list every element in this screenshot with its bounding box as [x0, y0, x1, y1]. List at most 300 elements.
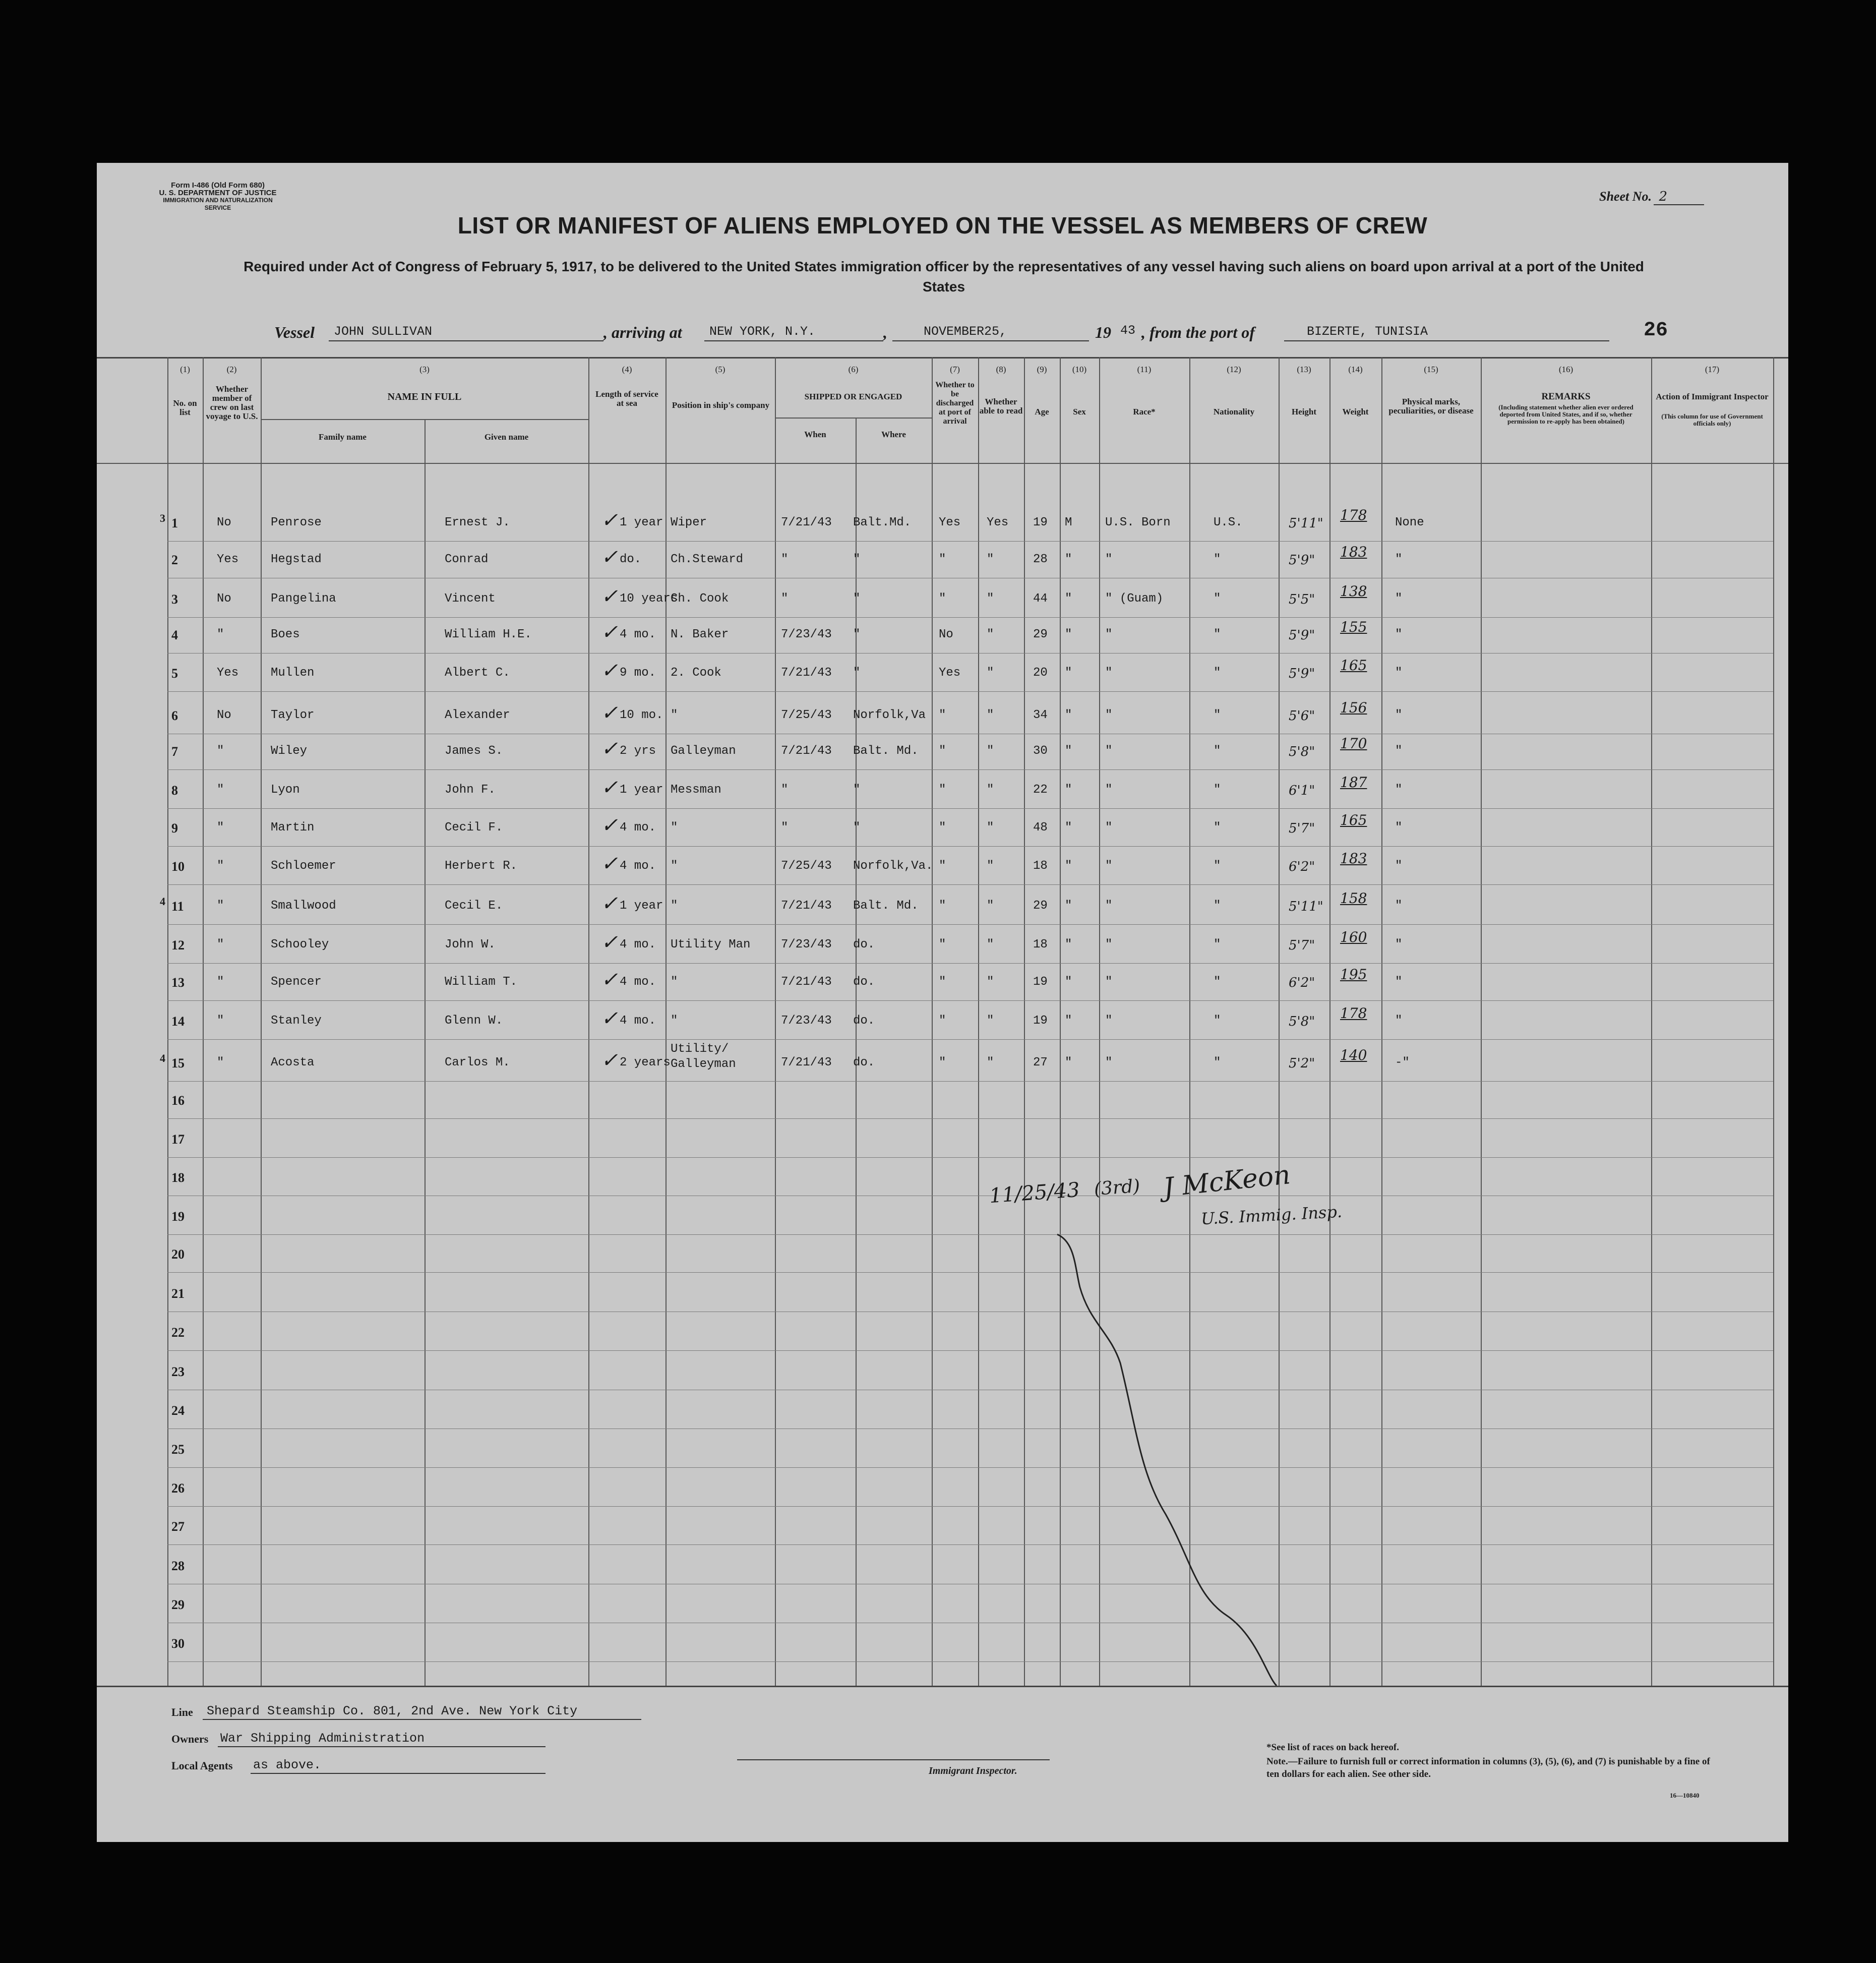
row-divider [167, 1661, 1773, 1662]
cell-nationality: " [1214, 1056, 1221, 1069]
cell-nationality: " [1214, 553, 1221, 566]
cell-age: 22 [1033, 783, 1048, 797]
header-given-name: Given name [484, 432, 529, 442]
cell-service-length: 4 mo. [620, 628, 656, 641]
header-name-in-full: NAME IN FULL [387, 391, 462, 402]
cell-height: 5'8" [1289, 1014, 1315, 1029]
row-number: 30 [171, 1636, 185, 1651]
cell-physical-marks: " [1395, 899, 1403, 913]
cell-race: " (Guam) [1105, 592, 1164, 606]
cell-given-name: James S. [445, 744, 503, 758]
cell-shipped-where: " [853, 592, 861, 606]
cell-sex: " [1065, 1014, 1072, 1028]
cell-able-to-read: " [987, 821, 994, 835]
cell-physical-marks: " [1395, 592, 1403, 606]
column-rule [167, 357, 168, 1686]
arrival-port: NEW YORK, N.Y. [709, 324, 816, 339]
cell-physical-marks: " [1395, 859, 1403, 873]
cell-shipped-where: " [853, 628, 861, 641]
cell-physical-marks: None [1395, 516, 1424, 529]
row-number: 10 [171, 859, 185, 874]
cell-shipped-when: 7/23/43 [781, 1014, 832, 1028]
cell-nationality: " [1214, 628, 1221, 641]
arrival-date: NOVEMBER25, [924, 324, 1007, 339]
cell-physical-marks: " [1395, 821, 1403, 835]
row-divider [167, 691, 1773, 692]
cell-weight: 160 [1340, 929, 1367, 945]
row-divider [167, 1039, 1773, 1040]
column-rule [261, 357, 262, 1686]
header-race: Race* [1133, 407, 1156, 417]
arriving-label: , arriving at [603, 323, 682, 341]
row-number: 25 [171, 1442, 185, 1457]
from-port-label: , from the port of [1141, 323, 1255, 341]
service-check-mark: ✓ [601, 892, 618, 915]
table-top-border [97, 357, 1788, 359]
cell-able-to-read: " [987, 938, 994, 951]
column-rule [1651, 357, 1652, 1686]
cell-discharged: " [939, 821, 946, 835]
column-rule [588, 357, 589, 1686]
col-num-13: (13) [1297, 365, 1311, 374]
service-check-mark: ✓ [601, 931, 618, 954]
cell-shipped-where: do. [853, 938, 875, 951]
row-divider [167, 769, 1773, 770]
column-rule [425, 420, 426, 1686]
cell-nationality: " [1214, 859, 1221, 873]
column-rule [775, 357, 776, 1686]
cell-family-name: Boes [271, 628, 300, 641]
cell-weight: 187 [1340, 774, 1367, 791]
cell-shipped-when: 7/21/43 [781, 899, 832, 913]
col-num-7: (7) [950, 365, 960, 374]
column-rule [665, 357, 667, 1686]
cell-age: 44 [1033, 592, 1048, 606]
inspector-title: U.S. Immig. Insp. [1200, 1202, 1343, 1229]
cell-physical-marks: " [1395, 708, 1403, 722]
column-rule [978, 357, 979, 1686]
header-position: Position in ship's company [672, 400, 770, 410]
col-num-8: (8) [996, 365, 1006, 374]
header-remarks-note: (Including statement whether alien ever ordered deported from United States, and if so, whether permission to re-apply has been obtained) [1498, 403, 1633, 425]
cell-service-length: 4 mo. [620, 1014, 656, 1028]
agents-underline [251, 1773, 546, 1774]
header-crew-last-voyage: Whether member of crew on last voyage to U.S. [206, 384, 258, 421]
cell-nationality: " [1214, 708, 1221, 722]
cell-weight: 138 [1340, 583, 1367, 600]
cell-shipped-when: 7/21/43 [781, 975, 832, 989]
column-rule [856, 418, 857, 1686]
row-divider [167, 1234, 1773, 1235]
col-num-11: (11) [1137, 365, 1152, 374]
cell-shipped-where: do. [853, 1014, 875, 1028]
service-check-mark: ✓ [601, 814, 618, 837]
page-mark: 26 [1644, 319, 1668, 342]
manifest-sheet [97, 163, 1788, 1842]
cell-given-name: Albert C. [445, 666, 510, 680]
cell-family-name: Spencer [271, 975, 322, 989]
row-number: 8 [171, 783, 178, 798]
cell-service-length: 1 year [620, 516, 663, 529]
cell-able-to-read: " [987, 666, 994, 680]
cell-given-name: Ernest J. [445, 516, 510, 529]
cell-given-name: Vincent [445, 592, 496, 606]
row-number: 5 [171, 666, 178, 681]
cell-position: Utility/ Galleyman [671, 1042, 736, 1071]
cell-nationality: " [1214, 592, 1221, 606]
cell-able-to-read: " [987, 1056, 994, 1069]
cell-race: " [1105, 708, 1113, 722]
cell-race: " [1105, 899, 1113, 913]
cell-shipped-where: Balt. Md. [853, 744, 919, 758]
cell-sex: " [1065, 938, 1072, 951]
cell-age: 30 [1033, 744, 1048, 758]
cell-position: Ch. Cook [671, 592, 729, 606]
cell-height: 5'7" [1289, 938, 1315, 953]
row-number: 20 [171, 1247, 185, 1262]
cell-age: 28 [1033, 553, 1048, 566]
cell-family-name: Mullen [271, 666, 315, 680]
header-weight: Weight [1342, 407, 1369, 417]
cell-age: 34 [1033, 708, 1048, 722]
cell-able-to-read: Yes [987, 516, 1009, 529]
cell-given-name: John F. [445, 783, 496, 797]
cell-age: 20 [1033, 666, 1048, 680]
cell-discharged: " [939, 783, 946, 797]
cell-weight: 165 [1340, 812, 1367, 828]
annotation-note: (3rd) [1093, 1175, 1141, 1200]
cell-shipped-where: " [853, 783, 861, 797]
cell-crew-last-voyage: No [217, 592, 231, 606]
cell-position: Messman [671, 783, 721, 797]
cell-shipped-where: Norfolk,Va. [853, 859, 933, 873]
cell-age: 19 [1033, 1014, 1048, 1028]
cell-discharged: " [939, 975, 946, 989]
row-divider [167, 1350, 1773, 1351]
cell-crew-last-voyage: " [217, 1014, 224, 1028]
row-divider [167, 617, 1773, 618]
cell-weight: 178 [1340, 507, 1367, 523]
header-physical-marks: Physical marks, peculiarities, or disease [1388, 397, 1474, 415]
row-divider [167, 808, 1773, 809]
form-title: LIST OR MANIFEST OF ALIENS EMPLOYED ON THE VESSEL AS MEMBERS OF CREW [457, 212, 1428, 239]
row-number: 23 [171, 1364, 185, 1379]
cell-nationality: " [1214, 821, 1221, 835]
service-check-mark: ✓ [601, 509, 618, 532]
cell-position: Wiper [671, 516, 707, 529]
inspector-signature-line [737, 1759, 1050, 1760]
cell-sex: " [1065, 859, 1072, 873]
cell-shipped-when: 7/25/43 [781, 859, 832, 873]
cell-able-to-read: " [987, 859, 994, 873]
cell-height: 6'2" [1289, 975, 1315, 990]
cell-crew-last-voyage: " [217, 938, 224, 951]
row-number: 15 [171, 1056, 185, 1070]
cell-able-to-read: " [987, 975, 994, 989]
service-check-mark: ✓ [601, 585, 618, 608]
cell-shipped-when: 7/21/43 [781, 516, 832, 529]
row-divider [167, 1000, 1773, 1001]
vessel-underline [329, 340, 603, 341]
cell-given-name: John W. [445, 938, 496, 951]
cell-height: 5'5" [1289, 592, 1315, 607]
cell-given-name: Conrad [445, 553, 489, 566]
cell-discharged: " [939, 859, 946, 873]
cell-position: 2. Cook [671, 666, 721, 680]
local-agents: as above. [253, 1758, 322, 1772]
cell-race: " [1105, 859, 1113, 873]
cell-height: 5'9" [1289, 666, 1315, 681]
cell-weight: 156 [1340, 699, 1367, 716]
header-able-to-read: Whether able to read [979, 397, 1023, 415]
header-height: Height [1291, 407, 1317, 417]
cell-nationality: " [1214, 783, 1221, 797]
cell-physical-marks: " [1395, 628, 1403, 641]
cell-family-name: Lyon [271, 783, 300, 797]
cell-shipped-where: do. [853, 1056, 875, 1069]
cell-sex: " [1065, 899, 1072, 913]
cell-sex: " [1065, 821, 1072, 835]
cell-age: 48 [1033, 821, 1048, 835]
cell-weight: 183 [1340, 544, 1367, 560]
cell-crew-last-voyage: " [217, 628, 224, 641]
cell-able-to-read: " [987, 553, 994, 566]
line-underline [203, 1719, 641, 1720]
cell-able-to-read: " [987, 744, 994, 758]
sheet-number-block [1599, 189, 1704, 205]
cell-shipped-when: 7/21/43 [781, 1056, 832, 1069]
cell-position: Utility Man [671, 938, 751, 951]
row-number: 9 [171, 821, 178, 836]
cell-crew-last-voyage: " [217, 783, 224, 797]
column-rule [1381, 357, 1382, 1686]
cell-discharged: No [939, 628, 953, 641]
row-divider [167, 924, 1773, 925]
cell-weight: 178 [1340, 1005, 1367, 1022]
column-rule [1481, 357, 1482, 1686]
header-remarks: REMARKS [1541, 391, 1591, 402]
col-num-17: (17) [1705, 365, 1720, 374]
header-when: When [804, 430, 826, 439]
cell-given-name: William T. [445, 975, 518, 989]
header-inspector-action: Action of Immigrant Inspector [1656, 392, 1769, 401]
table-bottom-border [97, 1686, 1788, 1687]
row-number-prefix: 4 [160, 1052, 165, 1064]
cell-shipped-when: 7/23/43 [781, 628, 832, 641]
cell-able-to-read: " [987, 1014, 994, 1028]
cell-crew-last-voyage: " [217, 975, 224, 989]
cell-position: Ch.Steward [671, 553, 744, 566]
owners-underline [218, 1746, 546, 1747]
cell-position: N. Baker [671, 628, 729, 641]
cell-height: 5'2" [1289, 1056, 1315, 1071]
header-length-of-service: Length of service at sea [595, 389, 658, 408]
cell-service-length: 1 year [620, 783, 663, 797]
row-number: 19 [171, 1209, 185, 1224]
row-number: 6 [171, 708, 178, 723]
col-num-14: (14) [1348, 365, 1363, 374]
row-divider [167, 963, 1773, 964]
header-discharged: Whether to be discharged at port of arrival [935, 381, 975, 426]
cell-race: " [1105, 783, 1113, 797]
cell-sex: " [1065, 1056, 1072, 1069]
header-bottom-border [97, 463, 1788, 464]
cell-family-name: Hegstad [271, 553, 322, 566]
header-where: Where [881, 430, 906, 439]
row-number: 1 [171, 516, 178, 530]
row-number: 29 [171, 1597, 185, 1612]
cell-service-length: 4 mo. [620, 859, 656, 873]
cell-shipped-where: do. [853, 975, 875, 989]
row-number: 17 [171, 1132, 185, 1147]
cell-physical-marks: " [1395, 938, 1403, 951]
cell-given-name: William H.E. [445, 628, 532, 641]
cell-shipped-where: Balt. Md. [853, 899, 919, 913]
cell-height: 5'11" [1289, 516, 1323, 531]
cell-given-name: Herbert R. [445, 859, 518, 873]
service-check-mark: ✓ [601, 701, 618, 725]
col-num-6: (6) [848, 365, 859, 374]
cell-crew-last-voyage: " [217, 744, 224, 758]
cell-discharged: Yes [939, 666, 961, 680]
cell-service-length: do. [620, 553, 642, 566]
row-number: 13 [171, 975, 185, 990]
cell-sex: " [1065, 628, 1072, 641]
cell-weight: 165 [1340, 657, 1367, 674]
cell-height: 6'2" [1289, 859, 1315, 874]
cell-shipped-when: " [781, 783, 789, 797]
cell-able-to-read: " [987, 899, 994, 913]
cell-position: " [671, 708, 678, 722]
col-num-12: (12) [1227, 365, 1241, 374]
service-name: IMMIGRATION AND NATURALIZATION SERVICE [163, 197, 273, 211]
cell-family-name: Penrose [271, 516, 322, 529]
col-num-9: (9) [1037, 365, 1047, 374]
cell-service-length: 10 years [620, 592, 678, 606]
cell-race: " [1105, 744, 1113, 758]
vessel-name: JOHN SULLIVAN [334, 324, 433, 339]
form-id-block [152, 182, 283, 212]
cell-height: 5'7" [1289, 821, 1315, 836]
cell-height: 5'6" [1289, 708, 1315, 724]
cell-discharged: " [939, 899, 946, 913]
cell-physical-marks: " [1395, 783, 1403, 797]
row-number: 11 [171, 899, 184, 914]
cell-discharged: " [939, 938, 946, 951]
row-number: 16 [171, 1093, 185, 1108]
cell-shipped-where: " [853, 666, 861, 680]
row-number: 3 [171, 592, 178, 607]
cell-service-length: 1 year [620, 899, 663, 913]
cell-discharged: " [939, 708, 946, 722]
cell-race: " [1105, 1014, 1113, 1028]
cell-race: U.S. Born [1105, 516, 1171, 529]
steamship-line: Shepard Steamship Co. 801, 2nd Ave. New York City [207, 1704, 578, 1718]
cell-position: " [671, 1014, 678, 1028]
cell-race: " [1105, 975, 1113, 989]
cell-race: " [1105, 628, 1113, 641]
year-suffix: 43 [1120, 323, 1136, 338]
cell-race: " [1105, 666, 1113, 680]
cell-position: " [671, 975, 678, 989]
cell-discharged: " [939, 553, 946, 566]
owners-label: Owners [171, 1733, 209, 1745]
cell-position: Galleyman [671, 744, 736, 758]
cell-race: " [1105, 553, 1113, 566]
row-divider [167, 1506, 1773, 1507]
cell-nationality: " [1214, 1014, 1221, 1028]
cell-family-name: Schooley [271, 938, 329, 951]
cell-given-name: Glenn W. [445, 1014, 503, 1028]
row-number: 21 [171, 1286, 185, 1301]
cell-physical-marks: -" [1395, 1056, 1410, 1069]
cell-given-name: Carlos M. [445, 1056, 510, 1069]
cell-shipped-when: " [781, 553, 789, 566]
cell-age: 27 [1033, 1056, 1048, 1069]
cell-discharged: " [939, 592, 946, 606]
cell-sex: " [1065, 744, 1072, 758]
cell-sex: " [1065, 666, 1072, 680]
col-num-2: (2) [226, 365, 237, 374]
row-number: 14 [171, 1014, 185, 1029]
column-rule [203, 357, 204, 1686]
column-rule [1773, 357, 1774, 1686]
cell-family-name: Schloemer [271, 859, 336, 873]
cell-crew-last-voyage: No [217, 708, 231, 722]
cell-height: 5'8" [1289, 744, 1315, 759]
cell-crew-last-voyage: Yes [217, 553, 239, 566]
row-divider [167, 1157, 1773, 1158]
header-family-name: Family name [319, 432, 367, 442]
row-number: 12 [171, 938, 185, 953]
cell-nationality: " [1214, 975, 1221, 989]
cell-shipped-where: Norfolk,Va [853, 708, 926, 722]
cell-family-name: Acosta [271, 1056, 315, 1069]
cell-family-name: Smallwood [271, 899, 336, 913]
row-number: 22 [171, 1325, 185, 1340]
cell-race: " [1105, 938, 1113, 951]
service-check-mark: ✓ [601, 1007, 618, 1030]
column-rule [1329, 357, 1330, 1686]
cell-shipped-when: 7/23/43 [781, 938, 832, 951]
cell-weight: 195 [1340, 966, 1367, 983]
cell-weight: 183 [1340, 850, 1367, 867]
column-rule [932, 357, 933, 1686]
row-divider [167, 846, 1773, 847]
row-number: 26 [171, 1481, 185, 1496]
header-nationality: Nationality [1213, 407, 1255, 417]
service-check-mark: ✓ [601, 968, 618, 991]
cell-family-name: Pangelina [271, 592, 336, 606]
cell-family-name: Martin [271, 821, 315, 835]
cell-shipped-when: 7/21/43 [781, 666, 832, 680]
row-divider [167, 1118, 1773, 1119]
annotation-date: 11/25/43 [988, 1178, 1081, 1208]
cell-service-length: 4 mo. [620, 975, 656, 989]
port-underline [1284, 340, 1609, 341]
cell-physical-marks: " [1395, 975, 1403, 989]
cell-sex: M [1065, 516, 1072, 529]
form-subtitle: Required under Act of Congress of February 5, 1917, to be delivered to the United States immigration officer by the representatives of any vessel having such aliens on board upon arrival at a port of the United States [244, 259, 1644, 294]
cell-weight: 170 [1340, 735, 1367, 752]
col-num-15: (15) [1424, 365, 1438, 374]
vessel-owners: War Shipping Administration [220, 1731, 425, 1746]
cell-service-length: 2 yrs [620, 744, 656, 758]
cell-shipped-when: 7/25/43 [781, 708, 832, 722]
cell-physical-marks: " [1395, 666, 1403, 680]
cell-sex: " [1065, 592, 1072, 606]
inspector-label: Immigrant Inspector. [929, 1765, 1017, 1776]
